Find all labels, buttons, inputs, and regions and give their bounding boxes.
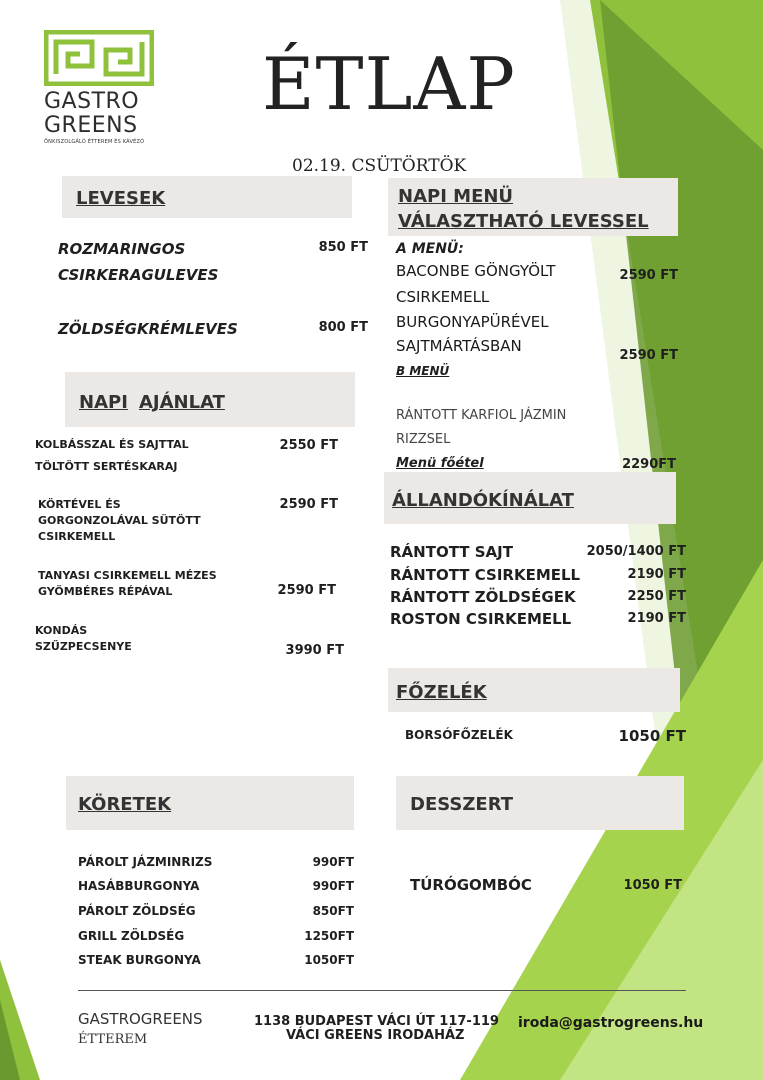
menu-a-line1: BACONBE GÖNGYÖLT — [396, 262, 556, 280]
menu-b-line1: RÁNTOTT KARFIOL JÁZMIN — [396, 408, 567, 423]
section-title-kinalat: KÍNÁLAT — [488, 490, 574, 511]
side-1-price: 990FT — [312, 855, 354, 869]
special-3-name-line2: GYÖMBÉRES RÉPÁVAL — [38, 585, 173, 598]
side-5-name: STEAK BURGONYA — [78, 953, 201, 967]
standard-1-name: RÁNTOTT SAJT — [390, 543, 513, 561]
brand-logo — [44, 30, 156, 145]
section-header-levesek — [62, 176, 352, 218]
standard-2-name: RÁNTOTT CSIRKEMELL — [390, 566, 581, 584]
menu-a-label: A MENÜ: — [396, 241, 464, 257]
dessert-item-name: TÚRÓGOMBÓC — [410, 876, 532, 894]
soup-2-name: ZÖLDSÉGKRÉMLEVES — [58, 320, 238, 338]
brand-tagline: ÖNKISZOLGÁLÓ ÉTTEREM ÉS KÁVÉZÓ — [44, 139, 145, 145]
standard-1-price: 2050/1400 FT — [586, 544, 686, 559]
side-2-price: 990FT — [312, 879, 354, 893]
special-1-name-line2: TÖLTÖTT SERTÉSKARAJ — [35, 460, 178, 473]
section-title-valaszthato: VÁLASZTHATÓ LEVESSEL — [398, 211, 649, 232]
special-4-name-line1: KONDÁS — [35, 624, 88, 637]
fozelek-item-price: 1050 FT — [618, 727, 686, 745]
standard-4-name: ROSTON CSIRKEMELL — [390, 610, 572, 628]
footer-divider — [78, 990, 686, 991]
section-title-levesek: LEVESEK — [76, 188, 166, 209]
footer-brand-name: GASTROGREENS — [78, 1010, 203, 1028]
soup-1-price: 850 FT — [318, 240, 368, 255]
side-1-name: PÁROLT JÁZMINRIZS — [78, 855, 213, 869]
dessert-item-price: 1050 FT — [623, 878, 682, 893]
special-3-price: 2590 FT — [277, 583, 336, 598]
section-header-napi-ajanlat — [65, 372, 355, 427]
greek-key-logo-icon — [44, 30, 154, 86]
menu-a-line3: BURGONYAPÜRÉVEL — [396, 313, 549, 331]
section-header-koretek — [66, 776, 354, 830]
brand-name-line2: GREENS — [44, 113, 138, 138]
special-2-name-line2: GORGONZOLÁVAL SÜTÖTT — [38, 514, 201, 527]
side-3-price: 850FT — [312, 904, 354, 918]
side-4-name: GRILL ZÖLDSÉG — [78, 929, 185, 943]
menu-main-course-label: Menü főétel — [396, 456, 484, 471]
special-4-name-line2: SZŰZPECSENYE — [35, 640, 132, 653]
standard-2-price: 2190 FT — [627, 567, 686, 582]
section-title-ajanlat: AJÁNLAT — [139, 392, 225, 413]
section-header-desszert — [396, 776, 684, 830]
footer-address-line1: 1138 BUDAPEST VÁCI ÚT 117-119 — [254, 1014, 499, 1029]
side-4-price: 1250FT — [304, 929, 354, 943]
special-2-price: 2590 FT — [279, 497, 338, 512]
footer-brand-subtitle: ÉTTEREM — [78, 1032, 148, 1047]
fozelek-item-name: BORSÓFŐZELÉK — [405, 728, 513, 742]
side-2-name: HASÁBBURGONYA — [78, 879, 200, 893]
menu-main-course-price: 2290FT — [622, 457, 676, 472]
standard-3-name: RÁNTOTT ZÖLDSÉGEK — [390, 588, 576, 606]
page-title: ÉTLAP — [262, 42, 516, 126]
special-2-name-line3: CSIRKEMELL — [38, 530, 116, 543]
section-header-napi-menu — [388, 178, 678, 236]
special-3-name-line1: TANYASI CSIRKEMELL MÉZES — [38, 569, 217, 582]
soup-1-name-line1: ROZMARINGOS — [58, 240, 186, 258]
menu-b-label: B MENÜ — [396, 364, 450, 378]
section-title-allando: ÁLLANDÓ — [392, 490, 489, 511]
standard-4-price: 2190 FT — [627, 611, 686, 626]
section-header-allando — [384, 472, 676, 524]
section-title-napi: NAPI — [79, 392, 128, 413]
menu-date: 02.19. CSÜTÖRTÖK — [292, 156, 467, 176]
special-4-price: 3990 FT — [285, 643, 344, 658]
standard-3-price: 2250 FT — [627, 589, 686, 604]
footer-address-line2: VÁCI GREENS IRODAHÁZ — [286, 1028, 465, 1043]
section-title-napi-menu: NAPI MENÜ — [398, 186, 514, 207]
section-title-koretek: KÖRETEK — [78, 794, 172, 815]
section-title-fozelek: FŐZELÉK — [396, 682, 487, 703]
soup-1-name-line2: CSIRKERAGULEVES — [58, 266, 219, 284]
side-5-price: 1050FT — [304, 953, 354, 967]
side-3-name: PÁROLT ZÖLDSÉG — [78, 904, 196, 918]
menu-a-line4: SAJTMÁRTÁSBAN — [396, 337, 522, 355]
footer-email-link[interactable]: iroda@gastrogreens.hu — [518, 1015, 704, 1031]
menu-b-line2: RIZZSEL — [396, 432, 451, 447]
section-header-fozelek — [388, 668, 680, 712]
menu-a-price: 2590 FT — [619, 268, 678, 283]
special-1-price: 2550 FT — [279, 438, 338, 453]
menu-b-price: 2590 FT — [619, 348, 678, 363]
special-2-name-line1: KÖRTÉVEL ÉS — [38, 498, 121, 511]
soup-2-price: 800 FT — [318, 320, 368, 335]
brand-name-line1: GASTRO — [44, 89, 140, 114]
special-1-name-line1: KOLBÁSSZAL ÉS SAJTTAL — [35, 438, 189, 451]
menu-a-line2: CSIRKEMELL — [396, 288, 490, 306]
section-title-desszert: DESSZERT — [410, 794, 514, 815]
